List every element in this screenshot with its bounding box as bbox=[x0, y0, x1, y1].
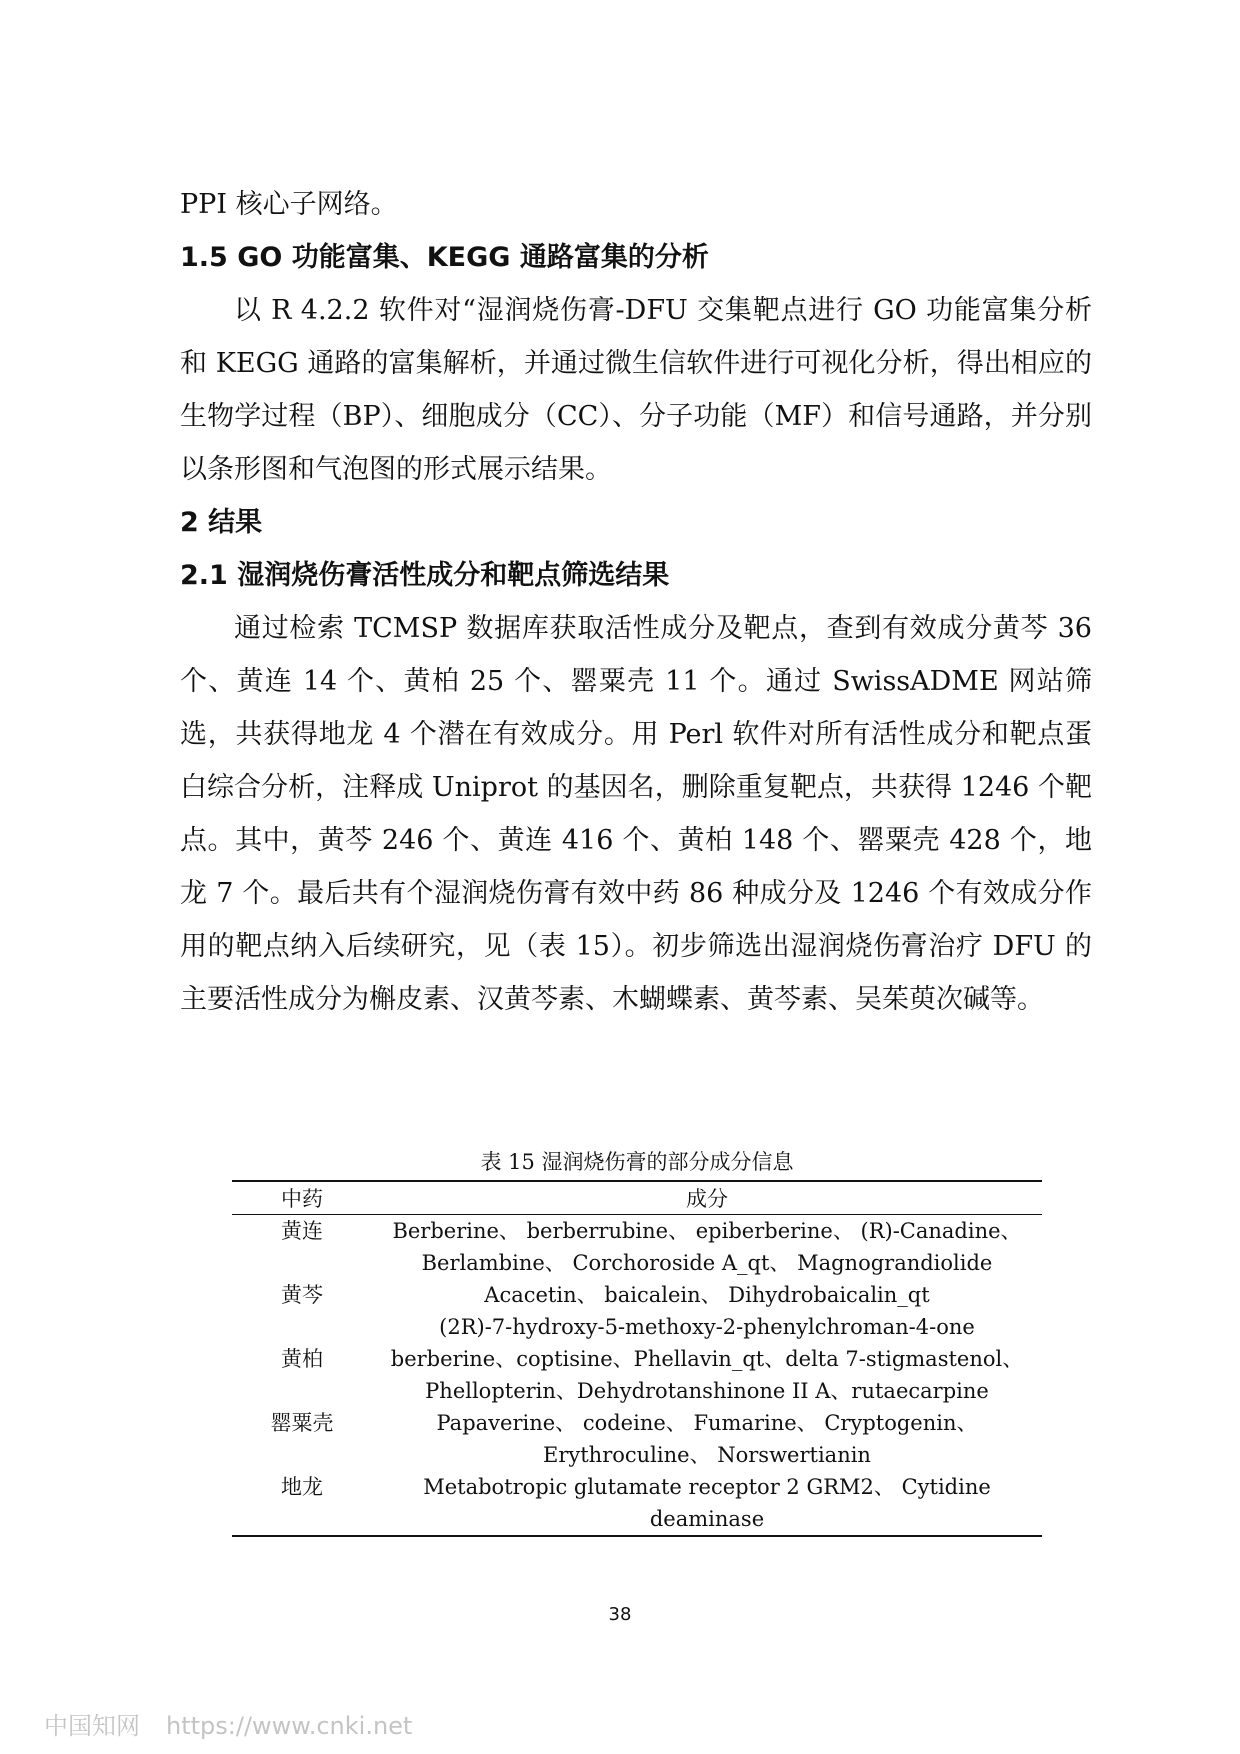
table-row bbox=[232, 1279, 1042, 1311]
table-header-ingredient: 成分 bbox=[372, 1181, 1042, 1215]
table-cell-ingredient: Metabotropic glutamate receptor 2 GRM2、 Cytidine deaminase bbox=[423, 1475, 991, 1531]
table-row bbox=[232, 1215, 1042, 1248]
table-cell-ingredient: (2R)-7-hydroxy-5-methoxy-2-phenylchroman-4-one bbox=[439, 1315, 975, 1339]
table-row bbox=[232, 1343, 1042, 1375]
table-body bbox=[232, 1215, 1042, 1537]
table-row bbox=[232, 1247, 1042, 1279]
table-header-row bbox=[232, 1181, 1042, 1215]
body-paragraph: 通过检索 TCMSP 数据库获取活性成分及靶点，查到有效成分黄芩 36 个、黄连 14 个、黄柏 25 个、罂粟壳 11 个。通过 SwissADME 网站筛选，共获得地龙 4 个潜在有效成分。用 Perl 软件对所有活性成分和靶点蛋白综合分析，注释成 Uniprot 的基因名，删除重复靶点，共获得 1246 个靶点。其中，黄芩 246 个、黄连 416 个、黄柏 148 个、罂粟壳 428 个，地龙 7 个。最后共有个湿润烧伤膏有效中药 86 种成分及 1246 个有效成分作用的靶点纳入后续研究，见（表 15）。初步筛选出湿润烧伤膏治疗 DFU 的主要活性成分为槲皮素、汉黄芩素、木蝴蝶素、黄芩素、吴茱萸次碱等。 bbox=[180, 613, 1092, 1015]
table-row bbox=[232, 1439, 1042, 1471]
table-cell-herb bbox=[232, 1375, 372, 1407]
table-row bbox=[232, 1471, 1042, 1536]
table-row bbox=[232, 1311, 1042, 1343]
table-cell-ingredient: Berberine、 berberrubine、 epiberberine、 (R)-Canadine、 bbox=[392, 1219, 1022, 1243]
table-row bbox=[232, 1407, 1042, 1439]
table-cell-herb: 黄芩 bbox=[281, 1283, 323, 1307]
table-caption: 表 15 湿润烧伤膏的部分成分信息 bbox=[480, 1150, 794, 1174]
table-cell-herb: 黄柏 bbox=[281, 1347, 323, 1371]
watermark-logo-text: 中国知网 bbox=[44, 1712, 140, 1740]
cnki-watermark bbox=[44, 1706, 412, 1741]
table-cell-ingredient: Erythroculine、 Norswertianin bbox=[543, 1443, 871, 1467]
section-heading: 2 结果 bbox=[180, 507, 263, 538]
table-cell-ingredient: berberine、coptisine、Phellavin_qt、delta 7-stigmastenol、 bbox=[390, 1347, 1024, 1371]
body-paragraph: 以 R 4.2.2 软件对“湿润烧伤膏-DFU 交集靶点进行 GO 功能富集分析和 KEGG 通路的富集解析，并通过微生信软件进行可视化分析，得出相应的生物学过程（BP）、细胞成分（CC）、分子功能（MF）和信号通路，并分别以条形图和气泡图的形式展示结果。 bbox=[180, 295, 1092, 485]
table-cell-herb: 地龙 bbox=[281, 1475, 323, 1499]
table-cell-ingredient: Berlambine、 Corchoroside A_qt、 Magnograndiolide bbox=[421, 1251, 993, 1275]
ingredient-table bbox=[232, 1180, 1042, 1537]
body-paragraph: PPI 核心子网络。 bbox=[180, 189, 398, 220]
table-row bbox=[232, 1375, 1042, 1407]
page-number: 38 bbox=[608, 1604, 632, 1625]
section-heading: 2.1 湿润烧伤膏活性成分和靶点筛选结果 bbox=[180, 560, 670, 591]
table-cell-herb: 黄连 bbox=[281, 1219, 323, 1243]
table-cell-ingredient: Phellopterin、Dehydrotanshinone II A、rutaecarpine bbox=[425, 1379, 989, 1403]
table-header-herb: 中药 bbox=[232, 1181, 372, 1215]
table-cell-herb bbox=[232, 1311, 372, 1343]
ingredient-table-block bbox=[232, 1144, 1042, 1537]
page-body bbox=[180, 178, 1092, 1026]
section-heading: 1.5 GO 功能富集、KEGG 通路富集的分析 bbox=[180, 242, 709, 273]
table-cell-ingredient: Papaverine、 codeine、 Fumarine、 Cryptogenin、 bbox=[436, 1411, 978, 1435]
table-cell-herb: 罂粟壳 bbox=[270, 1411, 334, 1435]
table-cell-herb bbox=[232, 1439, 372, 1471]
watermark-url: https://www.cnki.net bbox=[166, 1712, 413, 1740]
table-cell-ingredient: Acacetin、 baicalein、 Dihydrobaicalin_qt bbox=[484, 1283, 930, 1307]
table-cell-herb bbox=[232, 1247, 372, 1279]
